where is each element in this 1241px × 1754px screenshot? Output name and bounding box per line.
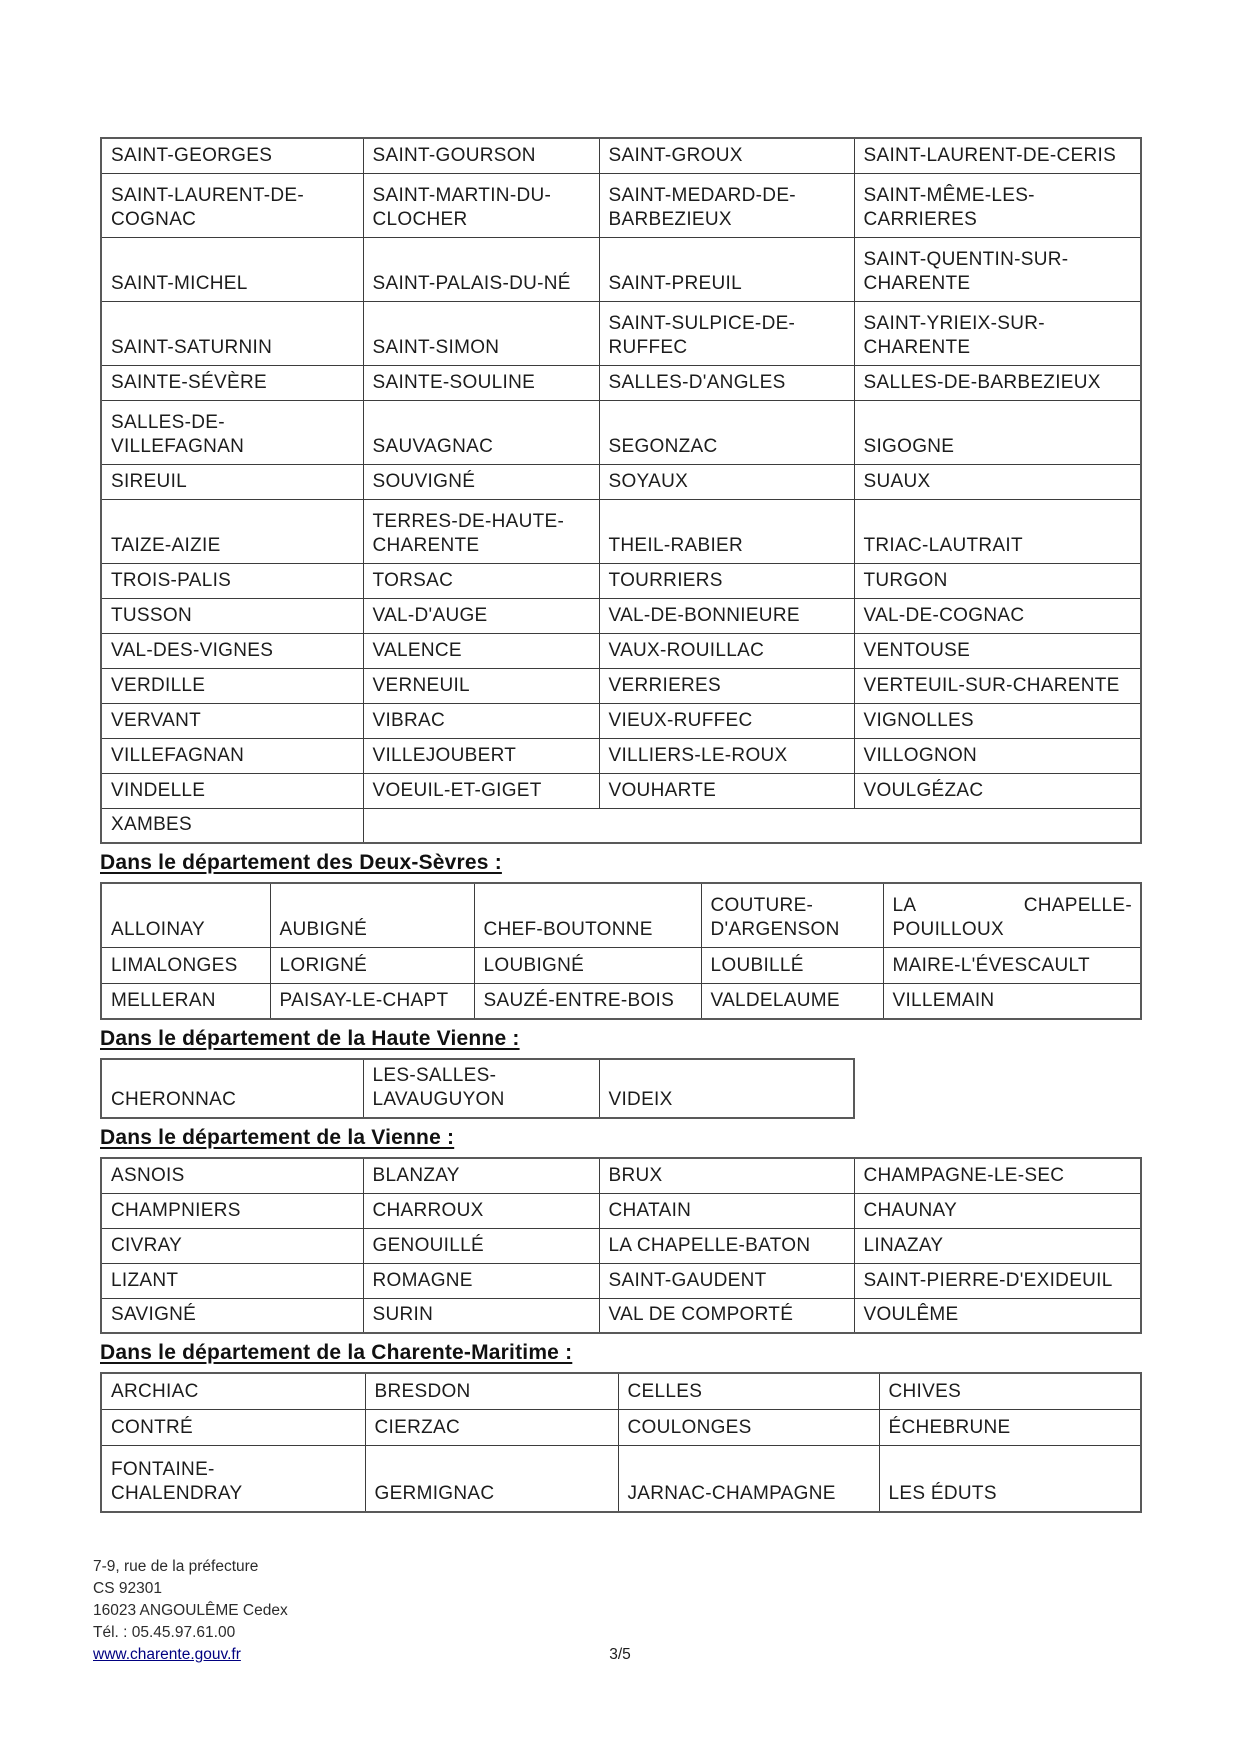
communes-table-haute-vienne <box>100 1058 855 1119</box>
table-row <box>101 883 1141 947</box>
commune-cell: BRESDON <box>365 1373 618 1409</box>
commune-cell: CHEF-BOUTONNE <box>474 883 701 947</box>
commune-cell: LIZANT <box>101 1263 363 1298</box>
section-vienne <box>100 1125 1141 1334</box>
commune-cell: LINAZAY <box>854 1228 1141 1263</box>
commune-cell: PAISAY-LE-CHAPT <box>270 983 474 1019</box>
commune-cell: SOYAUX <box>599 464 854 499</box>
commune-cell: LIMALONGES <box>101 947 270 983</box>
table-row <box>101 1263 1141 1298</box>
communes-table-charente <box>100 137 1142 844</box>
page-content <box>100 137 1141 1513</box>
commune-cell: VAUX-ROUILLAC <box>599 633 854 668</box>
section-charente <box>100 137 1141 844</box>
commune-cell: SAINT-LAURENT-DE- COGNAC <box>101 173 363 237</box>
commune-cell: ROMAGNE <box>363 1263 599 1298</box>
commune-cell: LOUBILLÉ <box>701 947 883 983</box>
section-heading-charente-maritime: Dans le département de la Charente-Maritime : <box>100 1341 573 1364</box>
table-row <box>101 1298 1141 1333</box>
commune-cell: SIREUIL <box>101 464 363 499</box>
commune-cell: SAVIGNÉ <box>101 1298 363 1333</box>
commune-cell: SAINT-MICHEL <box>101 237 363 301</box>
commune-cell: ARCHIAC <box>101 1373 365 1409</box>
footer-address-line: Tél. : 05.45.97.61.00 <box>93 1624 236 1641</box>
commune-cell: JARNAC-CHAMPAGNE <box>618 1445 879 1512</box>
commune-cell: SAUZÉ-ENTRE-BOIS <box>474 983 701 1019</box>
page-footer <box>93 1556 1153 1666</box>
commune-cell: ALLOINAY <box>101 883 270 947</box>
footer-website-link[interactable]: www.charente.gouv.fr <box>93 1646 241 1663</box>
section-charente-maritime <box>100 1340 1141 1513</box>
table-row <box>101 464 1141 499</box>
table-row <box>101 738 1141 773</box>
commune-cell: CHAMPAGNE-LE-SEC <box>854 1158 1141 1193</box>
commune-cell: FONTAINE- CHALENDRAY <box>101 1445 365 1512</box>
commune-cell: SALLES-D'ANGLES <box>599 365 854 400</box>
commune-cell: TERRES-DE-HAUTE- CHARENTE <box>363 499 599 563</box>
commune-cell: CIERZAC <box>365 1409 618 1445</box>
empty-cell <box>599 808 854 843</box>
commune-cell: CHAUNAY <box>854 1193 1141 1228</box>
commune-cell: VOEUIL-ET-GIGET <box>363 773 599 808</box>
table-row <box>101 1409 1141 1445</box>
commune-cell: SAINT-QUENTIN-SUR- CHARENTE <box>854 237 1141 301</box>
commune-cell: SAINT-PIERRE-D'EXIDEUIL <box>854 1263 1141 1298</box>
commune-cell: VALDELAUME <box>701 983 883 1019</box>
commune-cell: SALLES-DE- VILLEFAGNAN <box>101 400 363 464</box>
commune-cell: VERDILLE <box>101 668 363 703</box>
commune-cell: CHIVES <box>879 1373 1141 1409</box>
table-row <box>101 947 1141 983</box>
footer-address-line: 7-9, rue de la préfecture <box>93 1558 259 1575</box>
table-row <box>101 633 1141 668</box>
commune-cell: VAL DE COMPORTÉ <box>599 1298 854 1333</box>
commune-cell: SAINTE-SÉVÈRE <box>101 365 363 400</box>
commune-cell: LES-SALLES- LAVAUGUYON <box>363 1059 599 1118</box>
commune-cell: VIDEIX <box>599 1059 854 1118</box>
commune-cell: CIVRAY <box>101 1228 363 1263</box>
commune-cell: VIGNOLLES <box>854 703 1141 738</box>
commune-cell: COULONGES <box>618 1409 879 1445</box>
commune-cell: CELLES <box>618 1373 879 1409</box>
communes-table-vienne <box>100 1157 1142 1334</box>
commune-cell: BLANZAY <box>363 1158 599 1193</box>
commune-cell: SIGOGNE <box>854 400 1141 464</box>
footer-address-line: 16023 ANGOULÊME Cedex <box>93 1602 288 1619</box>
section-heading-vienne: Dans le département de la Vienne : <box>100 1126 455 1149</box>
commune-cell: CHARROUX <box>363 1193 599 1228</box>
table-row <box>101 1059 854 1118</box>
commune-cell: TROIS-PALIS <box>101 563 363 598</box>
commune-cell: VERVANT <box>101 703 363 738</box>
commune-cell: SAINT-SATURNIN <box>101 301 363 365</box>
commune-cell: CHERONNAC <box>101 1059 363 1118</box>
table-row <box>101 1373 1141 1409</box>
commune-cell: LES ÉDUTS <box>879 1445 1141 1512</box>
table-row <box>101 983 1141 1019</box>
empty-cell <box>854 808 1141 843</box>
commune-cell: SALLES-DE-BARBEZIEUX <box>854 365 1141 400</box>
commune-cell: VILLOGNON <box>854 738 1141 773</box>
commune-cell: SAINT-SULPICE-DE- RUFFEC <box>599 301 854 365</box>
table-row <box>101 301 1141 365</box>
commune-cell: BRUX <box>599 1158 854 1193</box>
commune-cell: LA CHAPELLE-BATON <box>599 1228 854 1263</box>
table-row <box>101 173 1141 237</box>
commune-cell: VILLEFAGNAN <box>101 738 363 773</box>
commune-cell: VAL-DE-COGNAC <box>854 598 1141 633</box>
commune-cell: SAUVAGNAC <box>363 400 599 464</box>
commune-cell: TOURRIERS <box>599 563 854 598</box>
commune-cell: LA CHAPELLE- POUILLOUX <box>883 883 1141 947</box>
commune-cell: SAINT-GEORGES <box>101 138 363 173</box>
commune-cell: CONTRÉ <box>101 1409 365 1445</box>
commune-cell: CHAMPNIERS <box>101 1193 363 1228</box>
commune-cell: VINDELLE <box>101 773 363 808</box>
table-row <box>101 365 1141 400</box>
table-row <box>101 1193 1141 1228</box>
commune-cell: ÉCHEBRUNE <box>879 1409 1141 1445</box>
communes-table-deux-sevres <box>100 882 1142 1020</box>
commune-cell: TORSAC <box>363 563 599 598</box>
commune-cell: VILLEMAIN <box>883 983 1141 1019</box>
commune-cell: SAINT-MÊME-LES- CARRIERES <box>854 173 1141 237</box>
commune-cell: VERNEUIL <box>363 668 599 703</box>
communes-table-charente-maritime <box>100 1372 1142 1513</box>
page-number: 3/5 <box>609 1646 631 1663</box>
commune-cell: SAINT-SIMON <box>363 301 599 365</box>
commune-cell: VIEUX-RUFFEC <box>599 703 854 738</box>
commune-cell: AUBIGNÉ <box>270 883 474 947</box>
commune-cell: COUTURE- D'ARGENSON <box>701 883 883 947</box>
commune-cell: VENTOUSE <box>854 633 1141 668</box>
commune-cell: CHATAIN <box>599 1193 854 1228</box>
table-row <box>101 237 1141 301</box>
table-row <box>101 668 1141 703</box>
commune-cell: TURGON <box>854 563 1141 598</box>
commune-cell: VAL-D'AUGE <box>363 598 599 633</box>
commune-cell: LOUBIGNÉ <box>474 947 701 983</box>
footer-address-line: CS 92301 <box>93 1580 162 1597</box>
commune-cell: VAL-DES-VIGNES <box>101 633 363 668</box>
empty-cell <box>363 808 599 843</box>
commune-cell: SAINT-GOURSON <box>363 138 599 173</box>
commune-cell: VERTEUIL-SUR-CHARENTE <box>854 668 1141 703</box>
commune-cell: VOUHARTE <box>599 773 854 808</box>
commune-cell: SAINT-GROUX <box>599 138 854 173</box>
table-row <box>101 1445 1141 1512</box>
table-row <box>101 400 1141 464</box>
commune-cell: SAINT-LAURENT-DE-CERIS <box>854 138 1141 173</box>
commune-cell: SAINT-GAUDENT <box>599 1263 854 1298</box>
commune-cell: GERMIGNAC <box>365 1445 618 1512</box>
commune-cell: LORIGNÉ <box>270 947 474 983</box>
commune-cell: THEIL-RABIER <box>599 499 854 563</box>
commune-cell: VAL-DE-BONNIEURE <box>599 598 854 633</box>
commune-cell: VILLEJOUBERT <box>363 738 599 773</box>
table-row <box>101 773 1141 808</box>
table-row <box>101 138 1141 173</box>
commune-cell: SUAUX <box>854 464 1141 499</box>
commune-cell: VALENCE <box>363 633 599 668</box>
commune-cell: SAINT-MARTIN-DU- CLOCHER <box>363 173 599 237</box>
commune-cell: MELLERAN <box>101 983 270 1019</box>
section-deux-sevres <box>100 850 1141 1020</box>
commune-cell: VOULÊME <box>854 1298 1141 1333</box>
commune-cell: MAIRE-L'ÉVESCAULT <box>883 947 1141 983</box>
commune-cell: SURIN <box>363 1298 599 1333</box>
commune-cell: SAINT-PREUIL <box>599 237 854 301</box>
commune-cell: SOUVIGNÉ <box>363 464 599 499</box>
commune-cell: XAMBES <box>101 808 363 843</box>
commune-cell: VERRIERES <box>599 668 854 703</box>
table-row <box>101 598 1141 633</box>
section-haute-vienne <box>100 1026 1141 1119</box>
table-row <box>101 499 1141 563</box>
commune-cell: TAIZE-AIZIE <box>101 499 363 563</box>
commune-cell: TRIAC-LAUTRAIT <box>854 499 1141 563</box>
commune-cell: VIBRAC <box>363 703 599 738</box>
table-row <box>101 1158 1141 1193</box>
table-row <box>101 1228 1141 1263</box>
commune-cell: SAINT-PALAIS-DU-NÉ <box>363 237 599 301</box>
table-row <box>101 703 1141 738</box>
commune-cell: GENOUILLÉ <box>363 1228 599 1263</box>
commune-cell: VOULGÉZAC <box>854 773 1141 808</box>
section-heading-deux-sevres: Dans le département des Deux-Sèvres : <box>100 851 502 874</box>
commune-cell: ASNOIS <box>101 1158 363 1193</box>
commune-cell: SAINT-YRIEIX-SUR- CHARENTE <box>854 301 1141 365</box>
commune-cell: VILLIERS-LE-ROUX <box>599 738 854 773</box>
commune-cell: TUSSON <box>101 598 363 633</box>
commune-cell: SAINTE-SOULINE <box>363 365 599 400</box>
table-row <box>101 563 1141 598</box>
table-row <box>101 808 1141 843</box>
commune-cell: SAINT-MEDARD-DE- BARBEZIEUX <box>599 173 854 237</box>
commune-cell: SEGONZAC <box>599 400 854 464</box>
section-heading-haute-vienne: Dans le département de la Haute Vienne : <box>100 1027 520 1050</box>
